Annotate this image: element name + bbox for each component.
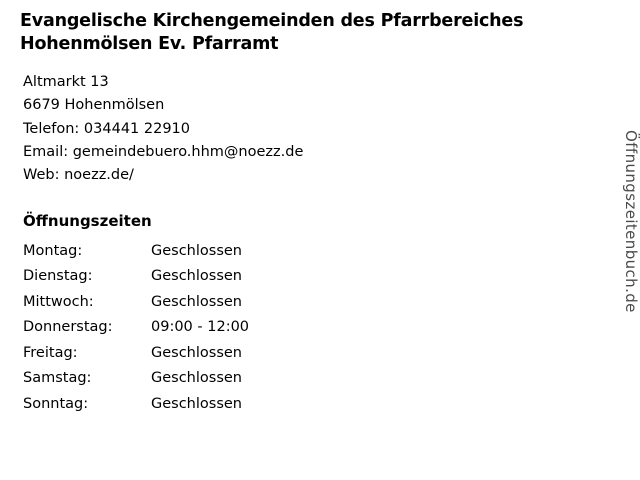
web-line: Web: noezz.de/ — [23, 167, 134, 184]
day-label: Dienstag: — [23, 268, 93, 285]
day-value: Geschlossen — [151, 395, 242, 412]
day-value: Geschlossen — [151, 268, 242, 285]
email-line: Email: gemeindebuero.hhm@noezz.de — [23, 143, 304, 160]
day-label: Mittwoch: — [23, 293, 94, 310]
day-value: Geschlossen — [151, 370, 242, 387]
business-card — [20, 10, 600, 422]
day-value: Geschlossen — [151, 293, 242, 310]
table-row — [23, 269, 249, 295]
table-row — [23, 397, 249, 423]
day-label: Samstag: — [23, 370, 92, 387]
address-street: Altmarkt 13 — [23, 73, 109, 90]
table-row — [23, 295, 249, 321]
opening-hours-table — [23, 244, 249, 423]
watermark-label: Öffnungszeitenbuch.de — [622, 130, 640, 313]
day-label: Freitag: — [23, 344, 78, 361]
table-row — [23, 346, 249, 372]
table-row — [23, 244, 249, 270]
day-value: Geschlossen — [151, 242, 242, 259]
day-label: Sonntag: — [23, 395, 89, 412]
table-row — [23, 371, 249, 397]
address-block — [20, 71, 600, 188]
table-row — [23, 320, 249, 346]
day-value: 09:00 - 12:00 — [151, 319, 250, 336]
day-value: Geschlossen — [151, 344, 242, 361]
day-label: Montag: — [23, 242, 83, 259]
address-city: 6679 Hohenmölsen — [23, 97, 165, 114]
page-title: Evangelische Kirchengemeinden des Pfarrbereiches Hohenmölsen Ev. Pfarramt — [20, 11, 524, 55]
day-label: Donnerstag: — [23, 319, 113, 336]
phone-line: Telefon: 034441 22910 — [23, 120, 191, 137]
opening-hours-heading: Öffnungszeiten — [23, 211, 152, 230]
